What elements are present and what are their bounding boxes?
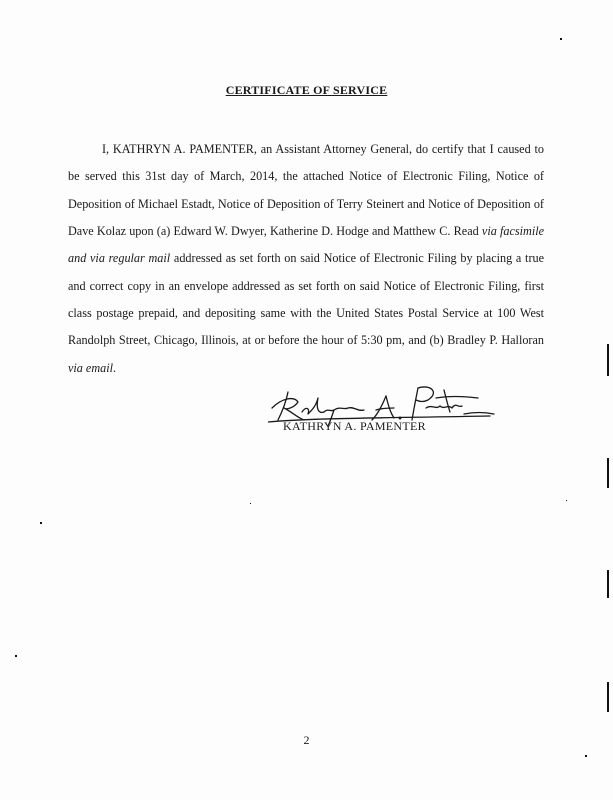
scan-speck xyxy=(566,500,567,501)
signer-name: KATHRYN A. PAMENTER xyxy=(283,419,426,433)
scan-speck xyxy=(15,655,17,657)
scan-speck xyxy=(585,755,587,757)
scan-speck xyxy=(560,38,562,40)
paragraph-italic-2: via email xyxy=(68,360,114,375)
scan-speck xyxy=(250,503,251,504)
paragraph-text-3: . xyxy=(113,360,117,375)
scan-speck xyxy=(40,522,42,524)
page-title: CERTIFICATE OF SERVICE xyxy=(225,83,388,97)
paragraph-italic-1: via facsimile and via regular mail xyxy=(68,224,544,266)
scan-mark xyxy=(607,458,609,488)
scan-mark xyxy=(607,682,609,712)
scan-mark xyxy=(607,344,609,376)
paragraph-text-1: I, KATHRYN A. PAMENTER, an Assistant Attorney General, do certify that I caused to be served this 31st day of March, 2014, the attached Notice of Electronic Filing, Notice of Deposition of Michael Estadt, Notice of Deposition of Terry Steinert and Notice of Deposition of Dave Kolaz upon (a) Edward W. Dwyer, Katherine D. Hodge and Matthew C. Read xyxy=(68,142,544,239)
scan-mark xyxy=(607,570,609,598)
certificate-paragraph xyxy=(68,136,544,382)
paragraph-text-2: addressed as set forth on said Notice of Electronic Filing by placing a true and correct copy in an envelope addressed as set forth on said Notice of Electronic Filing, first class postage prepaid, and depositing same with the United States Postal Service at 100 West Randolph Street, Chicago, Illinois, at or before the hour of 5:30 pm, and (b) Bradley P. Halloran xyxy=(68,251,545,348)
page-number: 2 xyxy=(303,733,310,747)
